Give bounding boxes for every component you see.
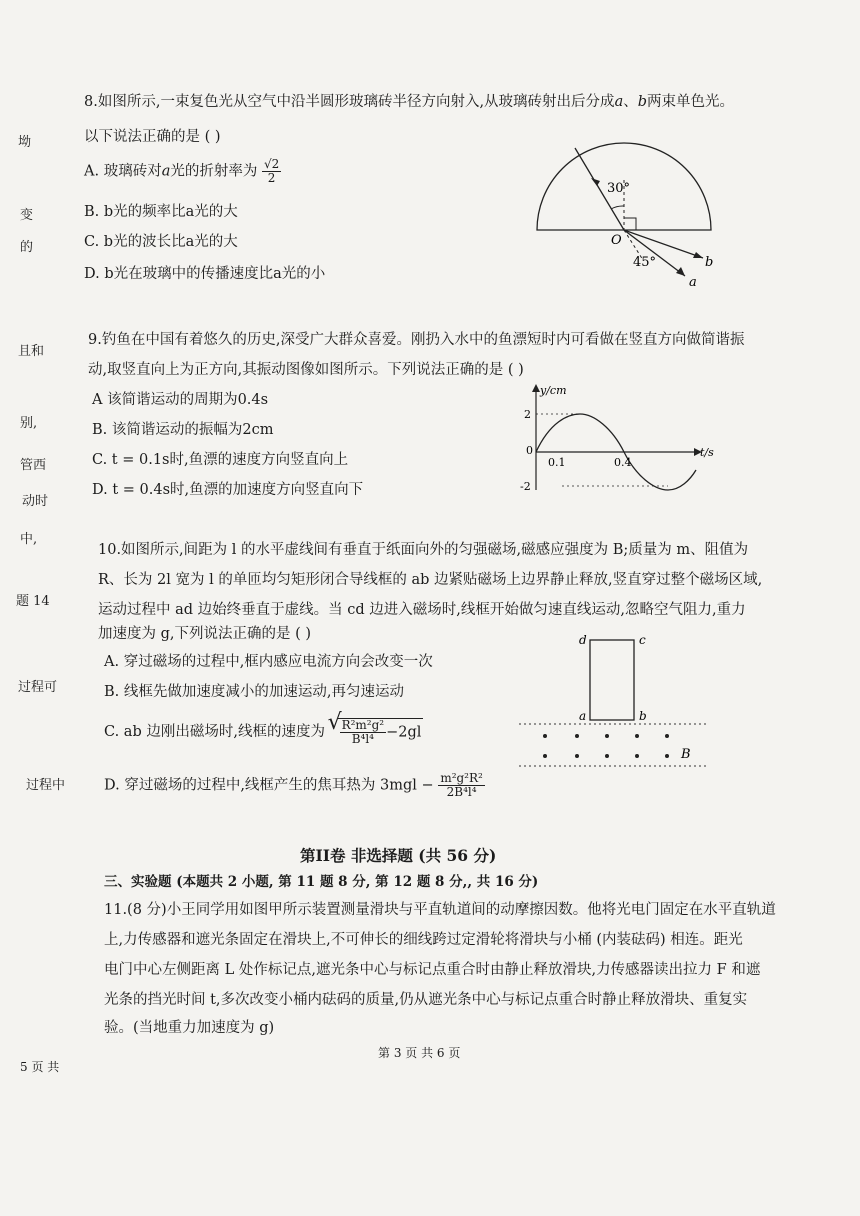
part2-title: 第II卷 非选择题 (共 56 分) (300, 846, 497, 865)
corner-d: d (579, 633, 587, 647)
margin-fragment: 的 (20, 240, 34, 255)
q9-vibration-graph (520, 380, 720, 500)
origin-label: 0 (526, 444, 533, 457)
y-tick-2: 2 (524, 408, 531, 421)
field-label-B: B (681, 747, 691, 762)
ray-b (624, 230, 703, 258)
q10-stem-line4: 加速度为 g,下列说法正确的是 ( ) (98, 626, 312, 642)
page-number: 第 3 页 共 6 页 (378, 1046, 461, 1060)
q10-stem-line1: 10.如图所示,间距为 l 的水平虚线间有垂直于纸面向外的匀强磁场,磁感应强度为 B;质量为 m、阻值为 (98, 542, 749, 558)
q9-stem-line2: 动,取竖直向上为正方向,其振动图像如图所示。下列说法正确的是 ( ) (88, 362, 524, 378)
arrow (693, 252, 703, 258)
margin-fragment: 管西 (20, 458, 47, 473)
q8-option-d: D. b光在玻璃中的传播速度比a光的小 (84, 266, 326, 282)
q8-stem-line2: 以下说法正确的是 ( ) (84, 129, 221, 145)
q9-option-d: D. t = 0.4s时,鱼漂的加速度方向竖直向下 (92, 482, 364, 498)
y-axis-label: y/cm (540, 384, 567, 397)
right-angle-mark (624, 218, 636, 230)
q9-option-c: C. t = 0.1s时,鱼漂的速度方向竖直向上 (92, 452, 349, 468)
margin-fragment: 动时 (22, 494, 49, 509)
origin-label: O (611, 233, 622, 248)
margin-fragment: 中, (20, 532, 38, 547)
angle-arc (611, 206, 624, 209)
q8-stem-line1: 8.如图所示,一束复色光从空气中沿半圆形玻璃砖半径方向射入,从玻璃砖射出后分成a、b两束单色光。 (84, 94, 735, 110)
margin-fragment: 过程中 (26, 778, 66, 793)
q10-figure (515, 628, 715, 776)
ray-b-label: b (705, 255, 714, 270)
margin-fragment: 题 14 (16, 594, 50, 609)
arrow (591, 178, 600, 186)
field-dots (543, 734, 669, 758)
angle-45-label: 45° (633, 255, 657, 270)
q10-option-c: C. ab 边刚出磁场时,线框的速度为 √ $\frac{\text{R²m²g²}}{\text{B⁴l⁴}}$ −2gl (104, 718, 423, 746)
margin-fragment: 坳 (18, 135, 32, 150)
corner-c: c (639, 633, 646, 647)
q8-option-a: A. 玻璃砖对a光的折射率为 $\frac{√2}{2}$ (84, 157, 280, 185)
q8-option-c: C. b光的波长比a光的大 (84, 234, 238, 250)
q10-option-d: D. 穿过磁场的过程中,线框产生的焦耳热为 3mgl − $\frac{\text{m²g²R²}}{\text{2B⁴l⁴}}$ (104, 771, 483, 799)
angle-30-label: 30° (607, 181, 631, 196)
arrow (676, 267, 685, 276)
x-tick-0.4: 0.4 (614, 456, 632, 469)
q11-line1: 11.(8 分)小王同学用如图甲所示装置测量滑块与平直轨道间的动摩擦因数。他将光电门固定在水平直轨道 (104, 902, 776, 918)
q8-figure (525, 140, 730, 290)
ray-a-label: a (689, 275, 697, 290)
margin-page-fragment: 5 页 共 (20, 1060, 60, 1074)
q9-option-b: B. 该简谐运动的振幅为2cm (92, 422, 274, 438)
x-tick-0.1: 0.1 (548, 456, 566, 469)
q11-line2: 上,力传感器和遮光条固定在滑块上,不可伸长的细线跨过定滑轮将滑块与小桶 (内装砝码) 相连。距光 (104, 932, 743, 948)
corner-b: b (639, 709, 647, 723)
q10-option-a: A. 穿过磁场的过程中,框内感应电流方向会改变一次 (104, 654, 433, 670)
q8-option-b: B. b光的频率比a光的大 (84, 204, 238, 220)
margin-fragment: 别, (20, 416, 38, 431)
fraction: $\frac{\text{m²g²R²}}{\text{2B⁴l⁴}}$ (440, 771, 483, 799)
arrow (532, 384, 540, 392)
x-axis-label: t/s (700, 446, 714, 459)
y-tick-neg2: -2 (520, 480, 531, 493)
q10-stem-line2: R、长为 2l 宽为 l 的单匝均匀矩形闭合导线框的 ab 边紧贴磁场上边界静止释放,竖直穿过整个磁场区域, (98, 572, 763, 588)
q11-line4: 光条的挡光时间 t,多次改变小桶内砝码的质量,仍从遮光条中心与标记点重合时静止释放滑块、重复实 (104, 992, 748, 1008)
q11-line3: 电门中心左侧距离 L 处作标记点,遮光条中心与标记点重合时由静止释放滑块,力传感器读出拉力 F 和遮 (104, 962, 761, 978)
q9-stem-line1: 9.钓鱼在中国有着悠久的历史,深受广大群众喜爱。刚扔入水中的鱼漂短时内可看做在竖直方向做简谐振 (88, 332, 745, 348)
corner-a: a (579, 709, 587, 723)
section-3-header: 三、实验题 (本题共 2 小题, 第 11 题 8 分, 第 12 题 8 分,, 共 16 分) (104, 874, 539, 890)
wire-frame (590, 640, 634, 720)
q11-line5: 验。(当地重力加速度为 g) (104, 1020, 275, 1036)
q9-option-a: A 该简谐运动的周期为0.4s (92, 392, 269, 408)
sqrt-expression: √ $\frac{\text{R²m²g²}}{\text{B⁴l⁴}}$ −2gl (338, 718, 424, 746)
margin-fragment: 过程可 (18, 680, 58, 695)
margin-fragment: 且和 (18, 344, 45, 359)
q10-stem-line3: 运动过程中 ad 边始终垂直于虚线。当 cd 边进入磁场时,线框开始做匀速直线运动,忽略空气阻力,重力 (98, 602, 746, 618)
fraction: √ $\frac{\text{R²m²g²}}{\text{B⁴l⁴}}$ (341, 718, 385, 746)
q10-option-b: B. 线框先做加速度减小的加速运动,再匀速运动 (104, 684, 404, 700)
fraction: $\frac{√2}{2}$ (263, 157, 280, 185)
margin-fragment: 变 (20, 208, 34, 223)
